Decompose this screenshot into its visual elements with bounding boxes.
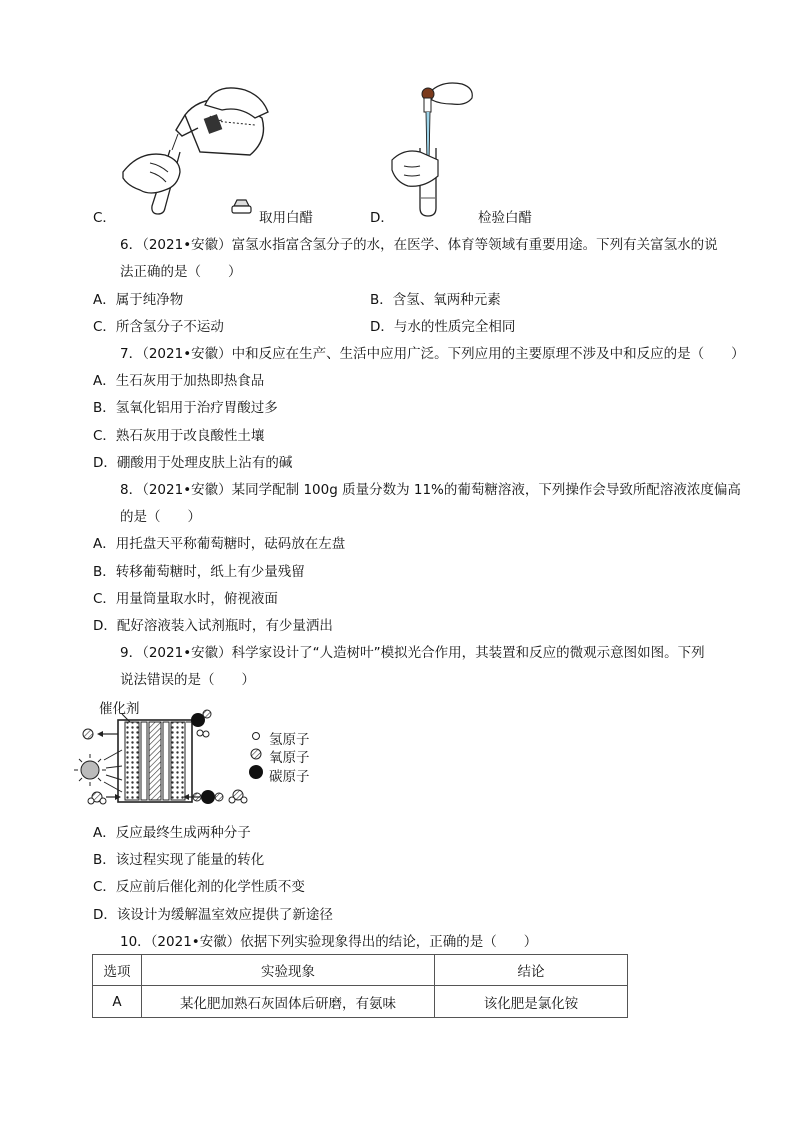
q9-legend-carbon: 碳原子 (269, 769, 310, 785)
q7-option-c: C．熟石灰用于改良酸性土壤 (93, 428, 265, 444)
q9-stem-line2: 说法错误的是（ ） (120, 672, 255, 688)
q8-option-c: C．用量筒量取水时，俯视液面 (93, 591, 278, 607)
q9-option-c: C．反应前后催化剂的化学性质不变 (93, 879, 305, 895)
q10-results-table (92, 954, 628, 1018)
q8-option-a: A．用托盘天平称葡萄糖时，砝码放在左盘 (93, 536, 346, 552)
q6-option-b: B．含氢、氧两种元素 (370, 292, 501, 308)
q9-legend-hydrogen: 氢原子 (269, 732, 310, 748)
q7-stem-line1: 7．（2021•安徽）中和反应在生产、生活中应用广泛。下列应用的主要原理不涉及中和反应的是（ ） (120, 346, 745, 362)
header-option: 选项 (93, 955, 142, 986)
q8-stem-line2: 的是（ ） (120, 509, 201, 525)
q9-legend-oxygen: 氧原子 (269, 750, 310, 766)
q5-option-c-label: C． (93, 210, 116, 226)
q7-option-a: A．生石灰用于加热即热食品 (93, 373, 265, 389)
header-phenomenon: 实验现象 (142, 955, 435, 986)
q7-option-d: D．硼酸用于处理皮肤上沾有的碱 (93, 455, 293, 471)
q9-option-a: A．反应最终生成两种分子 (93, 825, 251, 841)
q8-stem-line1: 8．（2021•安徽）某同学配制 100g 质量分数为 11%的葡萄糖溶液，下列操作会导致所配溶液浓度偏高 (120, 482, 741, 498)
q9-stem-line1: 9．（2021•安徽）科学家设计了“人造树叶”模拟光合作用，其装置和反应的微观示意图如图。下列 (120, 645, 705, 661)
q6-option-a: A．属于纯净物 (93, 292, 184, 308)
q9-catalyst-label: 催化剂 (99, 701, 140, 717)
q6-stem-line2: 法正确的是（ ） (120, 264, 242, 280)
cell-conclusion: 该化肥是氯化铵 (435, 986, 628, 1018)
q5-option-c-caption: 取用白醋 (259, 210, 313, 226)
cell-phenomenon: 某化肥加熟石灰固体后研磨，有氨味 (142, 986, 435, 1018)
q6-stem-line1: 6．（2021•安徽）富氢水指富含氢分子的水，在医学、体育等领域有重要用途。下列有关富氢水的说 (120, 237, 718, 253)
q6-option-c: C．所含氢分子不运动 (93, 319, 224, 335)
q8-option-d: D．配好溶液装入试剂瓶时，有少量洒出 (93, 618, 333, 634)
table-header-row (93, 955, 628, 986)
q8-option-b: B．转移葡萄糖时，纸上有少量残留 (93, 564, 305, 580)
header-conclusion: 结论 (435, 955, 628, 986)
q5-option-d-caption: 检验白醋 (478, 210, 532, 226)
q5-option-d-label: D． (370, 210, 394, 226)
cell-option: A (93, 986, 142, 1018)
q6-option-d: D．与水的性质完全相同 (370, 319, 516, 335)
q9-option-b: B．该过程实现了能量的转化 (93, 852, 265, 868)
table-row (93, 986, 628, 1018)
q9-option-d: D．该设计为缓解温室效应提供了新途径 (93, 907, 333, 923)
q10-stem-line1: 10．（2021•安徽）依据下列实验现象得出的结论，正确的是（ ） (120, 934, 538, 950)
q7-option-b: B．氢氧化铝用于治疗胃酸过多 (93, 400, 278, 416)
